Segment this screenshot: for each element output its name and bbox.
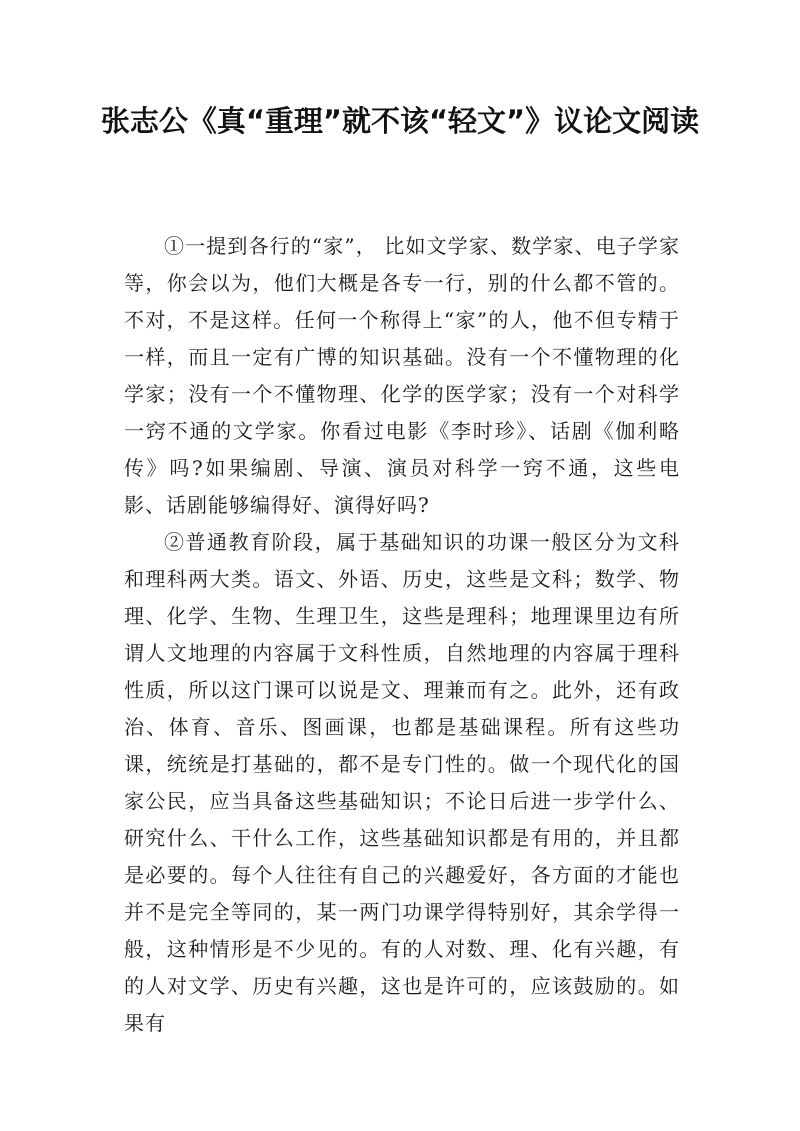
document-title: 张志公《真“重理”就不该“轻文”》议论文阅读 [100,104,700,138]
document-body [124,228,680,1042]
paragraph-2: ②普通教育阶段，属于基础知识的功课一般区分为文科和理科两大类。语文、外语、历史，这些是文科；数学、物理、化学、生物、生理卫生，这些是理科；地理课里边有所谓人文地理的内容属于文科性质，自然地理的内容属于理科性质，所以这门课可以说是文、理兼而有之。此外，还有政治、体育、音乐、图画课，也都是基础课程。所有这些功课，统统是打基础的，都不是专门性的。做一个现代化的国家公民，应当具备这些基础知识；不论日后进一步学什么、研究什么、干什么工作，这些基础知识都是有用的，并且都是必要的。每个人往往有自己的兴趣爱好，各方面的才能也并不是完全等同的，某一两门功课学得特别好，其余学得一般，这种情形是不少见的。有的人对数、理、化有兴趣，有的人对文学、历史有兴趣，这也是许可的，应该鼓励的。如果有 [124,530,680,1035]
paragraph-1: ①一提到各行的“家”， 比如文学家、数学家、电子学家等，你会以为，他们大概是各专一行，别的什么都不管的。不对，不是这样。任何一个称得上“家”的人，他不但专精于一样，而且一定有广博的知识基础。没有一个不懂物理的化学家；没有一个不懂物理、化学的医学家；没有一个对科学一窍不通的文学家。你看过电影《李时珍》、话剧《伽利略传》吗?如果编剧、导演、演员对科学一窍不通，这些电影、话剧能够编得好、演得好吗? [124,234,680,517]
